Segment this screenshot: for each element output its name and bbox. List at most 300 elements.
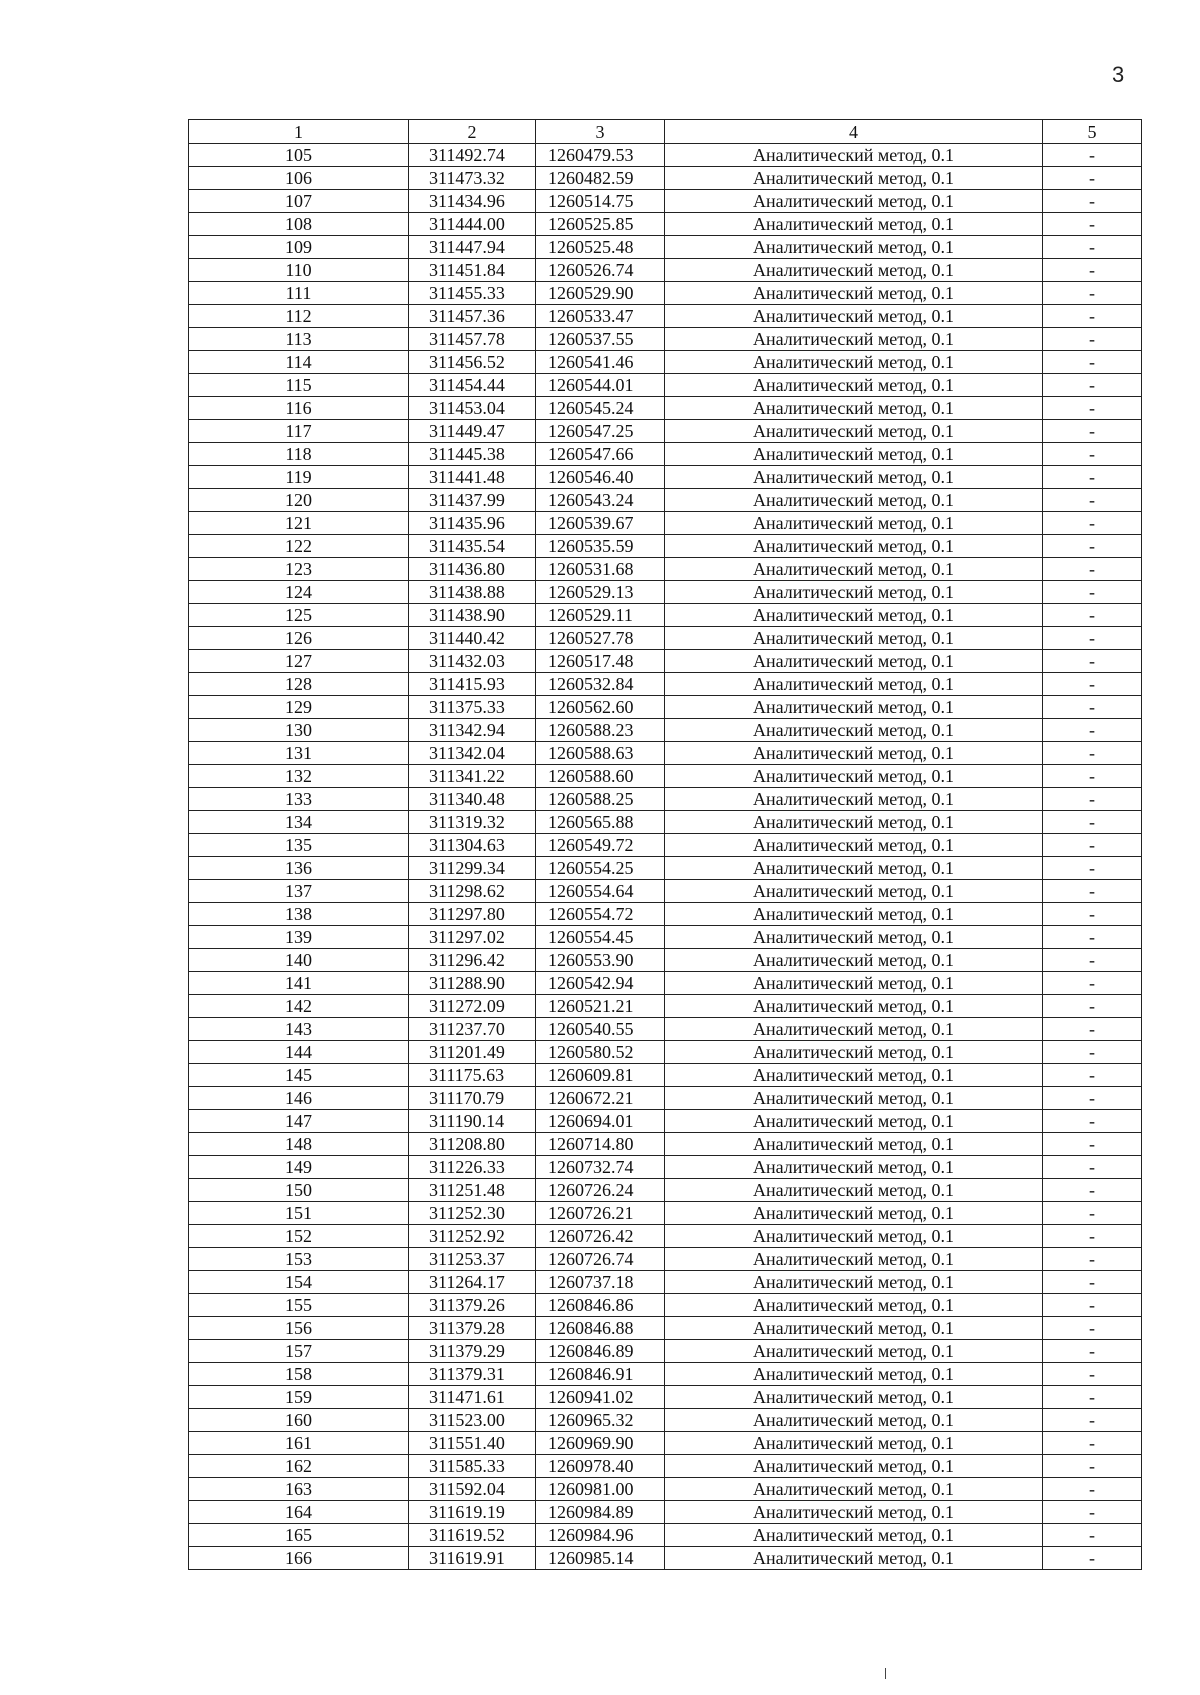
note-cell: -: [1043, 1087, 1142, 1110]
y-coordinate-cell: 1260543.24: [536, 489, 665, 512]
x-coordinate-cell: 311619.52: [409, 1524, 536, 1547]
note-cell: -: [1043, 1110, 1142, 1133]
y-coordinate-cell: 1260672.21: [536, 1087, 665, 1110]
x-coordinate-cell: 311441.48: [409, 466, 536, 489]
page-number: 3: [1112, 62, 1125, 87]
table-row: [189, 1018, 1142, 1041]
y-coordinate-cell: 1260554.45: [536, 926, 665, 949]
point-number-cell: 120: [189, 489, 409, 512]
y-coordinate-cell: 1260846.88: [536, 1317, 665, 1340]
method-cell: Аналитический метод, 0.1: [665, 1409, 1043, 1432]
method-cell: Аналитический метод, 0.1: [665, 535, 1043, 558]
point-number-cell: 126: [189, 627, 409, 650]
note-cell: -: [1043, 167, 1142, 190]
x-coordinate-cell: 311457.78: [409, 328, 536, 351]
note-cell: -: [1043, 535, 1142, 558]
x-coordinate-cell: 311456.52: [409, 351, 536, 374]
table-row: [189, 1409, 1142, 1432]
column-header-4: 4: [665, 120, 1043, 144]
column-header-2: 2: [409, 120, 536, 144]
method-cell: Аналитический метод, 0.1: [665, 328, 1043, 351]
method-cell: Аналитический метод, 0.1: [665, 167, 1043, 190]
x-coordinate-cell: 311251.48: [409, 1179, 536, 1202]
table-row: [189, 1179, 1142, 1202]
y-coordinate-cell: 1260609.81: [536, 1064, 665, 1087]
method-cell: Аналитический метод, 0.1: [665, 1340, 1043, 1363]
note-cell: -: [1043, 1317, 1142, 1340]
point-number-cell: 148: [189, 1133, 409, 1156]
y-coordinate-cell: 1260537.55: [536, 328, 665, 351]
x-coordinate-cell: 311340.48: [409, 788, 536, 811]
note-cell: -: [1043, 765, 1142, 788]
table-row: [189, 1110, 1142, 1133]
table-row: [189, 627, 1142, 650]
x-coordinate-cell: 311170.79: [409, 1087, 536, 1110]
table-row: [189, 903, 1142, 926]
note-cell: -: [1043, 1363, 1142, 1386]
method-cell: Аналитический метод, 0.1: [665, 719, 1043, 742]
point-number-cell: 145: [189, 1064, 409, 1087]
x-coordinate-cell: 311264.17: [409, 1271, 536, 1294]
y-coordinate-cell: 1260544.01: [536, 374, 665, 397]
y-coordinate-cell: 1260546.40: [536, 466, 665, 489]
note-cell: -: [1043, 949, 1142, 972]
point-number-cell: 149: [189, 1156, 409, 1179]
x-coordinate-cell: 311437.99: [409, 489, 536, 512]
point-number-cell: 121: [189, 512, 409, 535]
y-coordinate-cell: 1260580.52: [536, 1041, 665, 1064]
point-number-cell: 131: [189, 742, 409, 765]
note-cell: -: [1043, 1133, 1142, 1156]
method-cell: Аналитический метод, 0.1: [665, 190, 1043, 213]
note-cell: -: [1043, 604, 1142, 627]
note-cell: -: [1043, 1340, 1142, 1363]
note-cell: -: [1043, 742, 1142, 765]
table-row: [189, 1317, 1142, 1340]
note-cell: -: [1043, 236, 1142, 259]
table-row: [189, 1547, 1142, 1570]
method-cell: Аналитический метод, 0.1: [665, 374, 1043, 397]
method-cell: Аналитический метод, 0.1: [665, 650, 1043, 673]
method-cell: Аналитический метод, 0.1: [665, 1317, 1043, 1340]
method-cell: Аналитический метод, 0.1: [665, 489, 1043, 512]
method-cell: Аналитический метод, 0.1: [665, 397, 1043, 420]
point-number-cell: 139: [189, 926, 409, 949]
y-coordinate-cell: 1260737.18: [536, 1271, 665, 1294]
x-coordinate-cell: 311201.49: [409, 1041, 536, 1064]
column-header-3: 3: [536, 120, 665, 144]
table-row: [189, 466, 1142, 489]
point-number-cell: 116: [189, 397, 409, 420]
y-coordinate-cell: 1260542.94: [536, 972, 665, 995]
table-row: [189, 1041, 1142, 1064]
method-cell: Аналитический метод, 0.1: [665, 1133, 1043, 1156]
point-number-cell: 115: [189, 374, 409, 397]
note-cell: -: [1043, 673, 1142, 696]
method-cell: Аналитический метод, 0.1: [665, 903, 1043, 926]
note-cell: -: [1043, 719, 1142, 742]
table-row: [189, 1363, 1142, 1386]
table-row: [189, 1524, 1142, 1547]
y-coordinate-cell: 1260554.72: [536, 903, 665, 926]
table-row: [189, 811, 1142, 834]
point-number-cell: 160: [189, 1409, 409, 1432]
table-row: [189, 719, 1142, 742]
y-coordinate-cell: 1260545.24: [536, 397, 665, 420]
table-row: [189, 696, 1142, 719]
x-coordinate-cell: 311523.00: [409, 1409, 536, 1432]
point-number-cell: 127: [189, 650, 409, 673]
x-coordinate-cell: 311208.80: [409, 1133, 536, 1156]
point-number-cell: 106: [189, 167, 409, 190]
x-coordinate-cell: 311375.33: [409, 696, 536, 719]
x-coordinate-cell: 311253.37: [409, 1248, 536, 1271]
method-cell: Аналитический метод, 0.1: [665, 627, 1043, 650]
note-cell: -: [1043, 1478, 1142, 1501]
column-header-1: 1: [189, 120, 409, 144]
y-coordinate-cell: 1260969.90: [536, 1432, 665, 1455]
y-coordinate-cell: 1260535.59: [536, 535, 665, 558]
y-coordinate-cell: 1260525.48: [536, 236, 665, 259]
y-coordinate-cell: 1260541.46: [536, 351, 665, 374]
y-coordinate-cell: 1260981.00: [536, 1478, 665, 1501]
table-row: [189, 535, 1142, 558]
x-coordinate-cell: 311175.63: [409, 1064, 536, 1087]
point-number-cell: 164: [189, 1501, 409, 1524]
note-cell: -: [1043, 1041, 1142, 1064]
table-row: [189, 581, 1142, 604]
y-coordinate-cell: 1260527.78: [536, 627, 665, 650]
note-cell: -: [1043, 512, 1142, 535]
x-coordinate-cell: 311619.19: [409, 1501, 536, 1524]
table-row: [189, 374, 1142, 397]
x-coordinate-cell: 311379.28: [409, 1317, 536, 1340]
y-coordinate-cell: 1260726.21: [536, 1202, 665, 1225]
table-row: [189, 1225, 1142, 1248]
note-cell: -: [1043, 1409, 1142, 1432]
method-cell: Аналитический метод, 0.1: [665, 1524, 1043, 1547]
coordinates-table: [188, 119, 1142, 1570]
table-row: [189, 1340, 1142, 1363]
table-body: [189, 144, 1142, 1570]
note-cell: -: [1043, 351, 1142, 374]
x-coordinate-cell: 311453.04: [409, 397, 536, 420]
y-coordinate-cell: 1260985.14: [536, 1547, 665, 1570]
point-number-cell: 147: [189, 1110, 409, 1133]
method-cell: Аналитический метод, 0.1: [665, 1386, 1043, 1409]
method-cell: Аналитический метод, 0.1: [665, 1363, 1043, 1386]
method-cell: Аналитический метод, 0.1: [665, 305, 1043, 328]
table-row: [189, 880, 1142, 903]
table-row: [189, 489, 1142, 512]
method-cell: Аналитический метод, 0.1: [665, 558, 1043, 581]
x-coordinate-cell: 311379.29: [409, 1340, 536, 1363]
x-coordinate-cell: 311438.90: [409, 604, 536, 627]
table-row: [189, 167, 1142, 190]
point-number-cell: 125: [189, 604, 409, 627]
point-number-cell: 156: [189, 1317, 409, 1340]
method-cell: Аналитический метод, 0.1: [665, 512, 1043, 535]
y-coordinate-cell: 1260846.89: [536, 1340, 665, 1363]
note-cell: -: [1043, 443, 1142, 466]
point-number-cell: 130: [189, 719, 409, 742]
point-number-cell: 151: [189, 1202, 409, 1225]
method-cell: Аналитический метод, 0.1: [665, 1064, 1043, 1087]
y-coordinate-cell: 1260539.67: [536, 512, 665, 535]
y-coordinate-cell: 1260694.01: [536, 1110, 665, 1133]
y-coordinate-cell: 1260540.55: [536, 1018, 665, 1041]
note-cell: -: [1043, 1501, 1142, 1524]
point-number-cell: 118: [189, 443, 409, 466]
method-cell: Аналитический метод, 0.1: [665, 834, 1043, 857]
point-number-cell: 153: [189, 1248, 409, 1271]
point-number-cell: 122: [189, 535, 409, 558]
y-coordinate-cell: 1260547.25: [536, 420, 665, 443]
x-coordinate-cell: 311190.14: [409, 1110, 536, 1133]
y-coordinate-cell: 1260549.72: [536, 834, 665, 857]
method-cell: Аналитический метод, 0.1: [665, 466, 1043, 489]
point-number-cell: 141: [189, 972, 409, 995]
x-coordinate-cell: 311435.54: [409, 535, 536, 558]
method-cell: Аналитический метод, 0.1: [665, 420, 1043, 443]
table-row: [189, 995, 1142, 1018]
table-row: [189, 558, 1142, 581]
y-coordinate-cell: 1260479.53: [536, 144, 665, 167]
method-cell: Аналитический метод, 0.1: [665, 443, 1043, 466]
method-cell: Аналитический метод, 0.1: [665, 1455, 1043, 1478]
x-coordinate-cell: 311319.32: [409, 811, 536, 834]
note-cell: -: [1043, 811, 1142, 834]
table-row: [189, 1156, 1142, 1179]
y-coordinate-cell: 1260547.66: [536, 443, 665, 466]
note-cell: -: [1043, 1432, 1142, 1455]
table-row: [189, 673, 1142, 696]
table-row: [189, 1202, 1142, 1225]
y-coordinate-cell: 1260526.74: [536, 259, 665, 282]
method-cell: Аналитический метод, 0.1: [665, 1478, 1043, 1501]
y-coordinate-cell: 1260978.40: [536, 1455, 665, 1478]
note-cell: -: [1043, 1248, 1142, 1271]
note-cell: -: [1043, 282, 1142, 305]
note-cell: -: [1043, 259, 1142, 282]
note-cell: -: [1043, 466, 1142, 489]
method-cell: Аналитический метод, 0.1: [665, 765, 1043, 788]
point-number-cell: 109: [189, 236, 409, 259]
method-cell: Аналитический метод, 0.1: [665, 1547, 1043, 1570]
note-cell: -: [1043, 995, 1142, 1018]
x-coordinate-cell: 311415.93: [409, 673, 536, 696]
table-row: [189, 834, 1142, 857]
y-coordinate-cell: 1260732.74: [536, 1156, 665, 1179]
point-number-cell: 110: [189, 259, 409, 282]
x-coordinate-cell: 311432.03: [409, 650, 536, 673]
note-cell: -: [1043, 1524, 1142, 1547]
note-cell: -: [1043, 1386, 1142, 1409]
method-cell: Аналитический метод, 0.1: [665, 213, 1043, 236]
point-number-cell: 108: [189, 213, 409, 236]
point-number-cell: 107: [189, 190, 409, 213]
table-row: [189, 397, 1142, 420]
point-number-cell: 105: [189, 144, 409, 167]
table-row: [189, 282, 1142, 305]
point-number-cell: 165: [189, 1524, 409, 1547]
note-cell: -: [1043, 834, 1142, 857]
y-coordinate-cell: 1260846.91: [536, 1363, 665, 1386]
point-number-cell: 157: [189, 1340, 409, 1363]
note-cell: -: [1043, 627, 1142, 650]
y-coordinate-cell: 1260588.60: [536, 765, 665, 788]
y-coordinate-cell: 1260714.80: [536, 1133, 665, 1156]
table-header-row: [189, 120, 1142, 144]
point-number-cell: 129: [189, 696, 409, 719]
table-row: [189, 328, 1142, 351]
y-coordinate-cell: 1260533.47: [536, 305, 665, 328]
point-number-cell: 132: [189, 765, 409, 788]
table-row: [189, 144, 1142, 167]
y-coordinate-cell: 1260521.21: [536, 995, 665, 1018]
table-row: [189, 1501, 1142, 1524]
note-cell: -: [1043, 1018, 1142, 1041]
x-coordinate-cell: 311455.33: [409, 282, 536, 305]
note-cell: -: [1043, 328, 1142, 351]
table-row: [189, 1432, 1142, 1455]
y-coordinate-cell: 1260984.96: [536, 1524, 665, 1547]
point-number-cell: 113: [189, 328, 409, 351]
table-row: [189, 1271, 1142, 1294]
table-row: [189, 1248, 1142, 1271]
x-coordinate-cell: 311288.90: [409, 972, 536, 995]
x-coordinate-cell: 311341.22: [409, 765, 536, 788]
y-coordinate-cell: 1260529.13: [536, 581, 665, 604]
note-cell: -: [1043, 489, 1142, 512]
note-cell: -: [1043, 1202, 1142, 1225]
table-row: [189, 949, 1142, 972]
x-coordinate-cell: 311379.26: [409, 1294, 536, 1317]
point-number-cell: 166: [189, 1547, 409, 1570]
note-cell: -: [1043, 1271, 1142, 1294]
point-number-cell: 142: [189, 995, 409, 1018]
note-cell: -: [1043, 190, 1142, 213]
table-row: [189, 1064, 1142, 1087]
point-number-cell: 150: [189, 1179, 409, 1202]
point-number-cell: 154: [189, 1271, 409, 1294]
x-coordinate-cell: 311585.33: [409, 1455, 536, 1478]
point-number-cell: 136: [189, 857, 409, 880]
method-cell: Аналитический метод, 0.1: [665, 742, 1043, 765]
point-number-cell: 111: [189, 282, 409, 305]
x-coordinate-cell: 311444.00: [409, 213, 536, 236]
point-number-cell: 152: [189, 1225, 409, 1248]
note-cell: -: [1043, 581, 1142, 604]
x-coordinate-cell: 311252.92: [409, 1225, 536, 1248]
y-coordinate-cell: 1260941.02: [536, 1386, 665, 1409]
method-cell: Аналитический метод, 0.1: [665, 972, 1043, 995]
note-cell: -: [1043, 1455, 1142, 1478]
x-coordinate-cell: 311237.70: [409, 1018, 536, 1041]
y-coordinate-cell: 1260532.84: [536, 673, 665, 696]
point-number-cell: 138: [189, 903, 409, 926]
y-coordinate-cell: 1260554.25: [536, 857, 665, 880]
table-row: [189, 1133, 1142, 1156]
point-number-cell: 144: [189, 1041, 409, 1064]
table-row: [189, 1087, 1142, 1110]
x-coordinate-cell: 311440.42: [409, 627, 536, 650]
y-coordinate-cell: 1260517.48: [536, 650, 665, 673]
method-cell: Аналитический метод, 0.1: [665, 604, 1043, 627]
table-row: [189, 512, 1142, 535]
point-number-cell: 123: [189, 558, 409, 581]
method-cell: Аналитический метод, 0.1: [665, 995, 1043, 1018]
method-cell: Аналитический метод, 0.1: [665, 696, 1043, 719]
point-number-cell: 134: [189, 811, 409, 834]
method-cell: Аналитический метод, 0.1: [665, 1179, 1043, 1202]
x-coordinate-cell: 311438.88: [409, 581, 536, 604]
table-row: [189, 190, 1142, 213]
point-number-cell: 162: [189, 1455, 409, 1478]
x-coordinate-cell: 311342.94: [409, 719, 536, 742]
note-cell: -: [1043, 926, 1142, 949]
note-cell: -: [1043, 374, 1142, 397]
point-number-cell: 137: [189, 880, 409, 903]
method-cell: Аналитический метод, 0.1: [665, 1018, 1043, 1041]
x-coordinate-cell: 311304.63: [409, 834, 536, 857]
x-coordinate-cell: 311434.96: [409, 190, 536, 213]
point-number-cell: 158: [189, 1363, 409, 1386]
note-cell: -: [1043, 1179, 1142, 1202]
y-coordinate-cell: 1260726.74: [536, 1248, 665, 1271]
note-cell: -: [1043, 1294, 1142, 1317]
table-row: [189, 788, 1142, 811]
note-cell: -: [1043, 880, 1142, 903]
note-cell: -: [1043, 305, 1142, 328]
method-cell: Аналитический метод, 0.1: [665, 1271, 1043, 1294]
point-number-cell: 128: [189, 673, 409, 696]
x-coordinate-cell: 311299.34: [409, 857, 536, 880]
table-row: [189, 972, 1142, 995]
y-coordinate-cell: 1260984.89: [536, 1501, 665, 1524]
y-coordinate-cell: 1260553.90: [536, 949, 665, 972]
table-row: [189, 420, 1142, 443]
method-cell: Аналитический метод, 0.1: [665, 880, 1043, 903]
point-number-cell: 119: [189, 466, 409, 489]
method-cell: Аналитический метод, 0.1: [665, 673, 1043, 696]
point-number-cell: 114: [189, 351, 409, 374]
x-coordinate-cell: 311449.47: [409, 420, 536, 443]
table-row: [189, 765, 1142, 788]
x-coordinate-cell: 311492.74: [409, 144, 536, 167]
y-coordinate-cell: 1260965.32: [536, 1409, 665, 1432]
note-cell: -: [1043, 650, 1142, 673]
table-row: [189, 351, 1142, 374]
note-cell: -: [1043, 558, 1142, 581]
table-row: [189, 213, 1142, 236]
y-coordinate-cell: 1260726.42: [536, 1225, 665, 1248]
method-cell: Аналитический метод, 0.1: [665, 351, 1043, 374]
method-cell: Аналитический метод, 0.1: [665, 788, 1043, 811]
table-row: [189, 742, 1142, 765]
table-row: [189, 604, 1142, 627]
table-row: [189, 926, 1142, 949]
method-cell: Аналитический метод, 0.1: [665, 282, 1043, 305]
y-coordinate-cell: 1260529.90: [536, 282, 665, 305]
x-coordinate-cell: 311252.30: [409, 1202, 536, 1225]
y-coordinate-cell: 1260554.64: [536, 880, 665, 903]
table-row: [189, 305, 1142, 328]
note-cell: -: [1043, 1064, 1142, 1087]
note-cell: -: [1043, 857, 1142, 880]
x-coordinate-cell: 311551.40: [409, 1432, 536, 1455]
y-coordinate-cell: 1260514.75: [536, 190, 665, 213]
